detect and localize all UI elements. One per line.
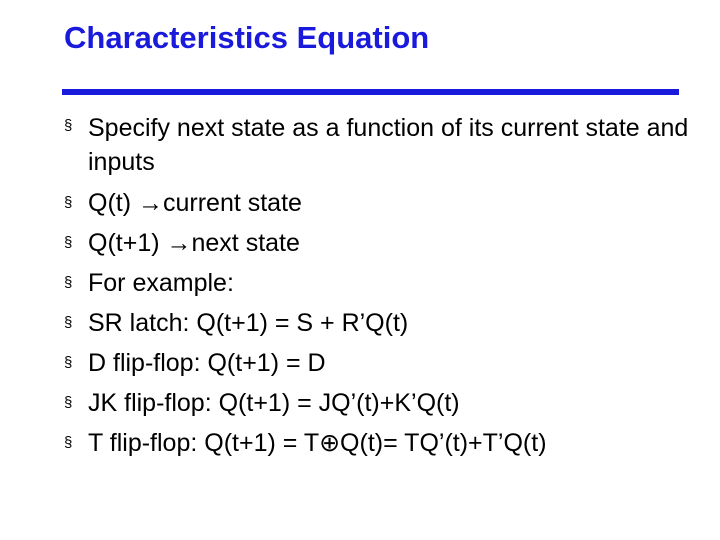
slide-title: Characteristics Equation — [64, 20, 430, 55]
bullet-icon: § — [64, 354, 73, 371]
bullet-icon: § — [64, 117, 73, 134]
bullet-item — [64, 423, 704, 463]
bullet-text: Q(t+1) →next state — [88, 229, 300, 257]
bullet-item — [64, 263, 704, 303]
bullet-text: Q(t) →current state — [88, 189, 302, 217]
bullet-icon: § — [64, 274, 73, 291]
bullet-item — [64, 223, 704, 263]
bullet-list — [64, 109, 704, 463]
bullet-icon: § — [64, 234, 73, 251]
bullet-item — [64, 109, 704, 183]
bullet-item — [64, 303, 704, 343]
bullet-text: Specify next state as a function of its current state and inputs — [88, 114, 696, 176]
bullet-icon: § — [64, 314, 73, 331]
bullet-text: JK flip-flop: Q(t+1) = JQ’(t)+K’Q(t) — [88, 389, 460, 417]
bullet-text: D flip-flop: Q(t+1) = D — [88, 349, 326, 377]
bullet-item — [64, 343, 704, 383]
title-divider — [62, 89, 679, 95]
bullet-item — [64, 183, 704, 223]
bullet-icon: § — [64, 434, 73, 451]
bullet-text: For example: — [88, 269, 234, 297]
bullet-text: SR latch: Q(t+1) = S + R’Q(t) — [88, 309, 409, 337]
bullet-icon: § — [64, 194, 73, 211]
bullet-icon: § — [64, 394, 73, 411]
bullet-item — [64, 383, 704, 423]
bullet-text: T flip-flop: Q(t+1) = T⊕Q(t)= TQ’(t)+T’Q(t) — [88, 429, 547, 457]
